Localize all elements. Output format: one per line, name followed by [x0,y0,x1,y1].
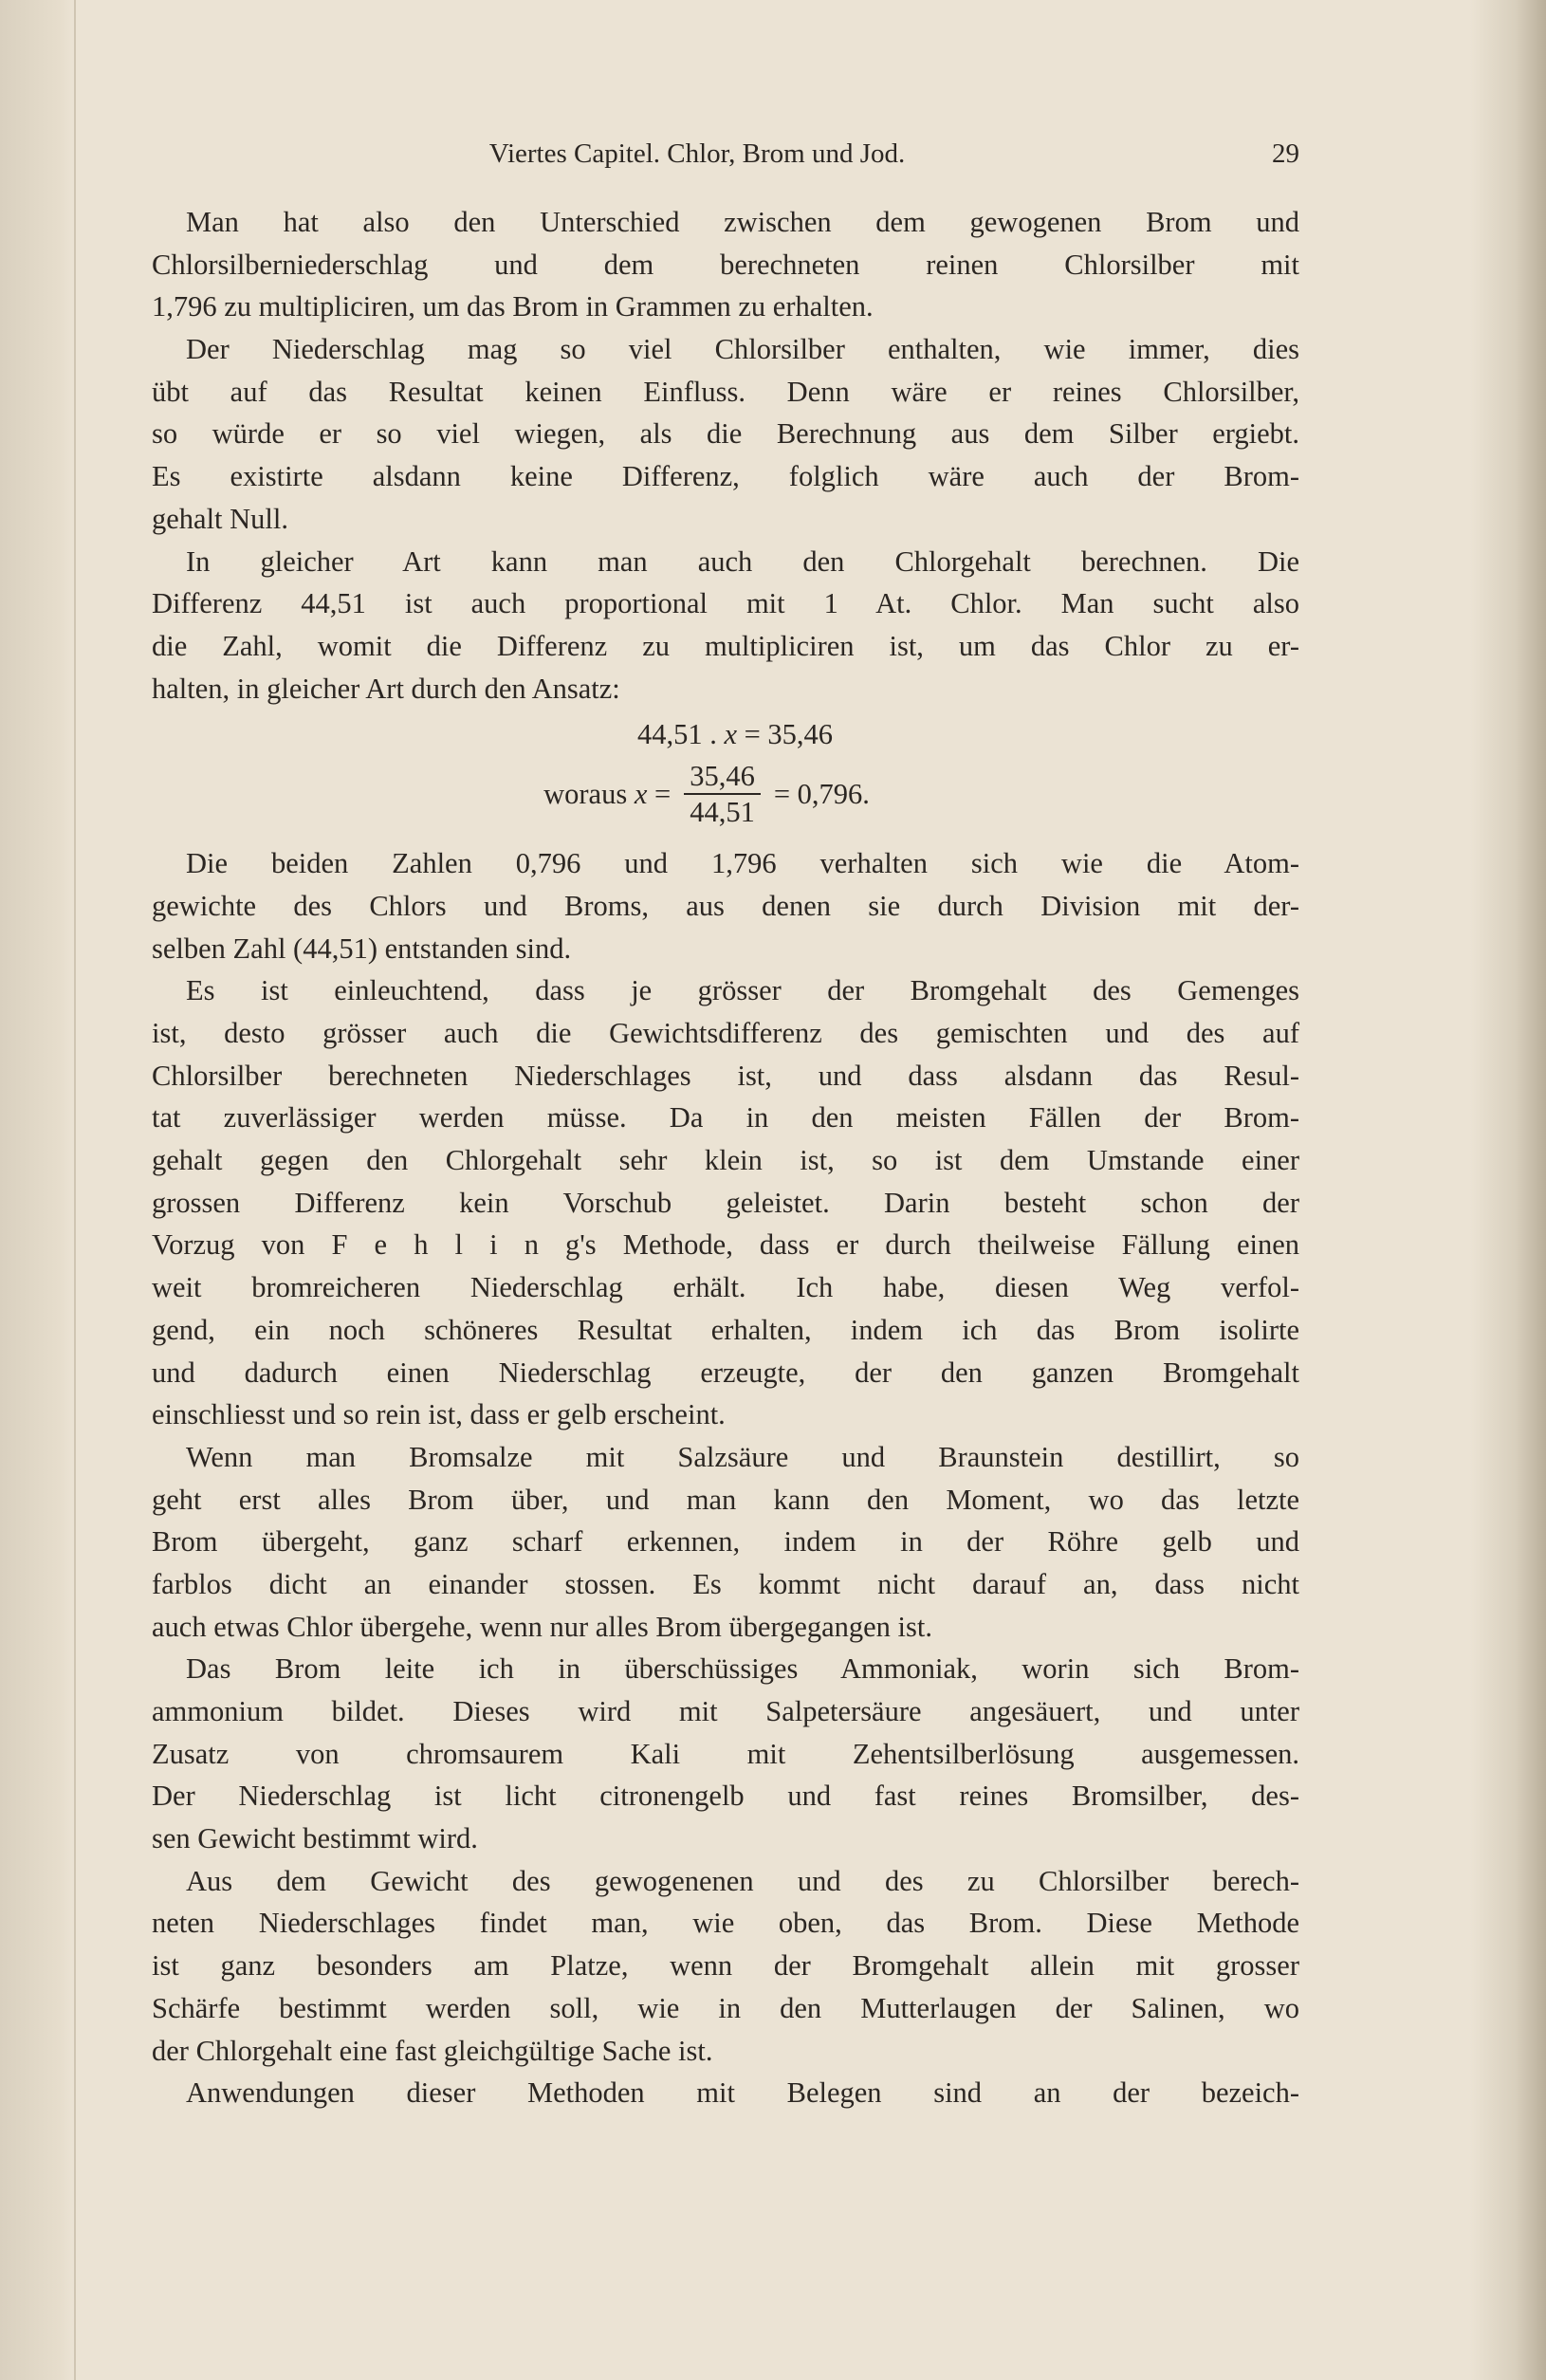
text-line: selben Zahl (44,51) entstanden sind. [152,932,572,965]
text-line: so würde er so viel wiegen, als die Berechnung aus dem Silber ergiebt. [152,417,1299,451]
text-line: Aus dem Gewicht des gewogenenen und des zu Chlorsilber berech- [186,1864,1299,1897]
text-line: ist, desto grösser auch die Gewichtsdifferenz des gemischten und des auf [152,1017,1299,1049]
text-line: Chlorsilber berechneten Niederschlages ist, und dass alsdann das Resul- [152,1059,1299,1092]
eq2-prefix: woraus [543,777,628,810]
eq1-right: = 35,46 [744,718,834,751]
text-line: grossen Differenz kein Vorschub geleistet. Darin besteht schon der [152,1186,1299,1219]
paragraph [152,2072,1299,2114]
text-line: tat zuverlässiger werden müsse. Da in den meisten Fällen der Brom- [152,1101,1299,1135]
text-line: der Chlorgehalt eine fast gleichgültige Sache ist. [152,2034,713,2067]
paragraph [152,1648,1299,1859]
equation-2 [152,759,1299,829]
fraction-numerator: 35,46 [684,759,761,795]
text-line: neten Niederschlages findet man, wie oben, das Brom. Diese Methode [152,1907,1299,1940]
paragraph [152,1860,1299,2072]
fraction-denominator: 44,51 [690,796,755,829]
paragraph [152,1436,1299,1648]
text-line: die Zahl, womit die Differenz zu multipliciren ist, um das Chlor zu er- [152,629,1299,662]
page-gutter-left [0,0,76,2380]
text-line: Differenz 44,51 ist auch proportional mit 1 At. Chlor. Man sucht also [152,587,1299,620]
text-line: ist ganz besonders am Platze, wenn der Bromgehalt allein mit grosser [152,1949,1299,1983]
page-body [152,201,1299,2114]
text-line: gehalt Null. [152,502,288,535]
page-number: 29 [1272,138,1299,169]
text-line: Chlorsilberniederschlag und dem berechneten reinen Chlorsilber mit [152,248,1299,281]
paragraphs-before-equation [152,201,1299,710]
text-line: 1,796 zu multipliciren, um das Brom in Grammen zu erhalten. [152,290,874,323]
running-header [152,138,1299,176]
eq1-variable: x [724,718,737,751]
eq2-equals: = [653,777,672,810]
text-line: übt auf das Resultat keinen Einfluss. Denn wäre er reines Chlorsilber, [152,375,1299,408]
equation-block [152,710,1299,842]
text-line: geht erst alles Brom über, und man kann den Moment, wo das letzte [152,1483,1299,1516]
text-line: Anwendungen dieser Methoden mit Belegen sind an der bezeich- [186,2076,1299,2110]
text-line: auch etwas Chlor übergehe, wenn nur alles Brom übergegangen ist. [152,1610,932,1643]
text-line: halten, in gleicher Art durch den Ansatz: [152,672,620,705]
text-line: sen Gewicht bestimmt wird. [152,1822,478,1855]
text-line: Man hat also den Unterschied zwischen dem gewogenen Brom und [186,206,1299,238]
text-line: Der Niederschlag mag so viel Chlorsilber enthalten, wie immer, dies [186,333,1299,366]
text-line: Es ist einleuchtend, dass je grösser der Bromgehalt des Gemenges [186,974,1299,1007]
text-line: farblos dicht an einander stossen. Es kommt nicht darauf an, dass nicht [152,1567,1299,1600]
text-line: In gleicher Art kann man auch den Chlorgehalt berechnen. Die [186,544,1299,578]
text-line: gewichte des Chlors und Broms, aus denen sie durch Division mit der- [152,889,1299,922]
text-line: Die beiden Zahlen 0,796 und 1,796 verhalten sich wie die Atom- [186,847,1299,880]
eq2-variable: x [634,777,648,810]
paragraph [152,541,1299,710]
paragraphs-after-equation [152,842,1299,2114]
text-line: Wenn man Bromsalze mit Salzsäure und Braunstein destillirt, so [186,1440,1299,1473]
text-line: Der Niederschlag ist licht citronengelb und fast reines Bromsilber, des- [152,1780,1299,1813]
text-line: Es existirte alsdann keine Differenz, folglich wäre auch der Brom- [152,460,1299,493]
running-title: Viertes Capitel. Chlor, Brom und Jod. [488,138,906,169]
paragraph [152,969,1299,1436]
equation-1 [152,713,1299,756]
eq1-left: 44,51 . [636,718,717,751]
text-line: Vorzug von F e h l i n g's Methode, dass er durch theilweise Fällung einen [152,1228,1299,1262]
text-line: weit bromreicheren Niederschlag erhält. Ich habe, diesen Weg verfol- [152,1271,1299,1304]
text-line: ammonium bildet. Dieses wird mit Salpetersäure angesäuert, und unter [152,1695,1299,1727]
paragraph [152,328,1299,540]
paragraph [152,842,1299,969]
paragraph [152,201,1299,328]
text-line: und dadurch einen Niederschlag erzeugte, der den ganzen Bromgehalt [152,1356,1299,1389]
text-line: Das Brom leite ich in überschüssiges Ammoniak, worin sich Brom- [186,1652,1299,1686]
text-line: einschliesst und so rein ist, dass er gelb erscheint. [152,1398,726,1431]
text-line: gend, ein noch schöneres Resultat erhalten, indem ich das Brom isolirte [152,1313,1299,1346]
text-line: Zusatz von chromsaurem Kali mit Zehentsilberlösung ausgemessen. [152,1737,1299,1770]
text-line: Schärfe bestimmt werden soll, wie in den Mutterlaugen der Salinen, wo [152,1991,1299,2024]
text-line: gehalt gegen den Chlorgehalt sehr klein ist, so ist dem Umstande einer [152,1144,1299,1177]
fraction [684,759,761,829]
text-line: Brom übergeht, ganz scharf erkennen, indem in der Röhre gelb und [152,1525,1299,1559]
eq2-result: = 0,796. [773,777,870,810]
page-edge-right [1470,0,1546,2380]
